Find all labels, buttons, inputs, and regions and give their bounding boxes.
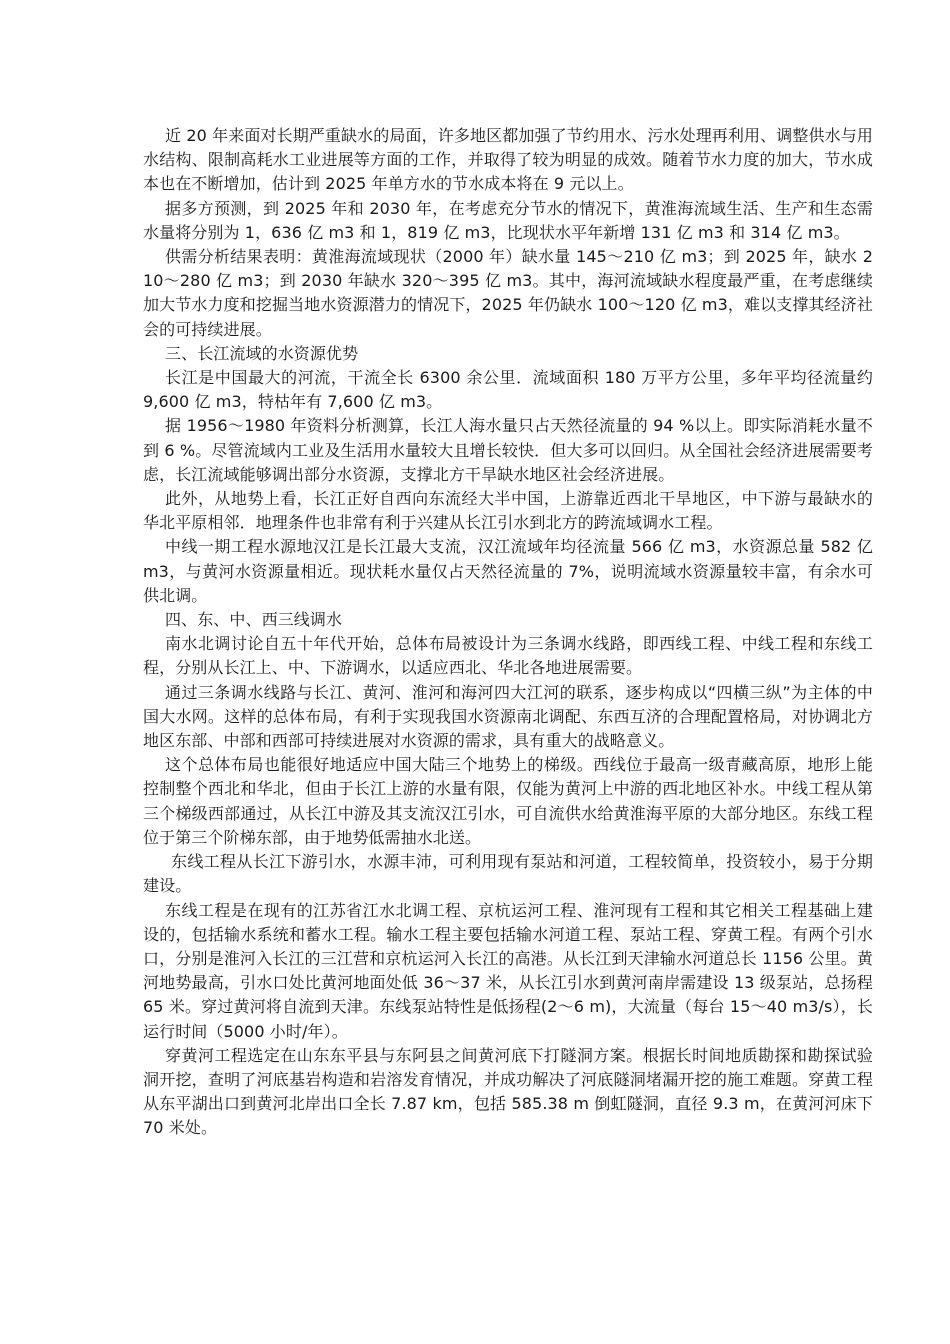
paragraph-east-route-details: 东线工程是在现有的江苏省江水北调工程、京杭运河工程、淮河现有工程和其它相关工程基础上建设的，包括输水系统和蓄水工程。输水工程主要包括输水河道工程、泵站工程、穿黄工程。有两个引水口，分别是淮河入长江的三江营和京杭运河入长江的高港。从长江到天津输水河道总长 1156 公里。黄河地势最高，引水口处比黄河地面处低 36～37 米，从长江引水到黄河南岸需建设 13 级泵站，总扬程 65 米。穿过黄河将自流到天津。东线泵站特性是低扬程(2～6 m)，大流量（每台 15～40 m3/s），长运行时间（5000 小时/年）。: [143, 900, 873, 1041]
paragraph-water-network: 通过三条调水线路与长江、黄河、淮河和海河四大江河的联系，逐步构成以“四横三纵”为主体的中国大水网。这样的总体布局，有利于实现我国水资源南北调配、东西互济的合理配置格局，对协调北方地区东部、中部和西部可持续进展对水资源的需求，具有重大的战略意义。: [143, 682, 873, 751]
paragraph-terrain-steps: 这个总体布局也能很好地适应中国大陆三个地势上的梯级。西线位于最高一级青藏高原，地形上能控制整个西北和华北，但由于长江上游的水量有限，仅能为黄河上中游的西北地区补水。中线工程从第三个梯级西部通过，从长江中游及其支流汉江引水，可自流供水给黄淮海平原的大部分地区。东线工程位于第三个阶梯东部，由于地势低需抽水北送。: [143, 755, 873, 847]
paragraph-supply-demand-analysis: 供需分析结果表明：黄淮海流域现状（2000 年）缺水量 145～210 亿 m3；到 2025 年，缺水 210～280 亿 m3；到 2030 年缺水 320～395 亿 m3。其中，海河流域缺水程度最严重，在考虑继续加大节水力度和挖掘当地水资源潜力的情况下，2025 年仍缺水 100～120 亿 m3，难以支撑其经济社会的可持续进展。: [143, 247, 873, 339]
paragraph-terrain: 此外，从地势上看，长江正好自西向东流经大半中国，上游靠近西北干旱地区，中下游与最缺水的华北平原相邻．地理条件也非常有利于兴建从长江引水到北方的跨流域调水工程。: [143, 489, 873, 533]
paragraph-east-route-intro: 东线工程从长江下游引水，水源丰沛，可利用现有泵站和河道，工程较简单，投资较小，易于分期建设。: [143, 852, 873, 896]
paragraph-route-layout: 南水北调讨论自五十年代开始，总体布局被设计为三条调水线路，即西线工程、中线工程和东线工程，分别从长江上、中、下游调水，以适应西北、华北各地进展需要。: [143, 634, 873, 678]
paragraph-demand-forecast: 据多方预测，到 2025 年和 2030 年，在考虑充分节水的情况下，黄淮海流域生活、生产和生态需水量将分别为 1，636 亿 m3 和 1，819 亿 m3，比现状水平年新增 131 亿 m3 和 314 亿 m3。: [143, 198, 873, 242]
section-heading-three-routes: 四、东、中、西三线调水: [165, 610, 343, 630]
section-heading-yangtze-advantage: 三、长江流域的水资源优势: [165, 343, 359, 363]
paragraph-water-saving: 近 20 年来面对长期严重缺水的局面，许多地区都加强了节约用水、污水处理再利用、调整供水与用水结构、限制高耗水工业进展等方面的工作，并取得了较为明显的成效。随着节水力度的加大，节水成本也在不断增加，估计到 2025 年单方水的节水成本将在 9 元以上。: [143, 126, 873, 194]
paragraph-yangtze-overview: 长江是中国最大的河流，干流全长 6300 余公里．流域面积 180 万平方公里，多年平均径流量约 9,600 亿 m3，特枯年有 7,600 亿 m3。: [143, 368, 873, 412]
paragraph-yangtze-consumption: 据 1956～1980 年资料分析测算，长江人海水量只占天然径流量的 94 %以上。即实际消耗水量不到 6 %。尽管流域内工业及生活用水量较大且增长较快．但大多可以回归。从全国社会经济进展需要考虑，长江流域能够调出部分水资源，支撑北方干旱缺水地区社会经济进展。: [143, 416, 873, 484]
document-page: [143, 124, 873, 1141]
paragraph-han-river: 中线一期工程水源地汉江是长江最大支流，汉江流域年均径流量 566 亿 m3，水资源总量 582 亿 m3，与黄河水资源量相近。现状耗水量仅占天然径流量的 7%，说明流域水资源量较丰富，有余水可供北调。: [143, 537, 873, 605]
paragraph-yellow-river-crossing: 穿黄河工程选定在山东东平县与东阿县之间黄河底下打隧洞方案。根据长时间地质勘探和勘探试验洞开挖，查明了河底基岩构造和岩溶发育情况，并成功解决了河底隧洞堵漏开挖的施工难题。穿黄工程从东平湖出口到黄河北岸出口全长 7.87 km，包括 585.38 m 倒虹隧洞，直径 9.3 m，在黄河河床下 70 米处。: [143, 1045, 873, 1138]
